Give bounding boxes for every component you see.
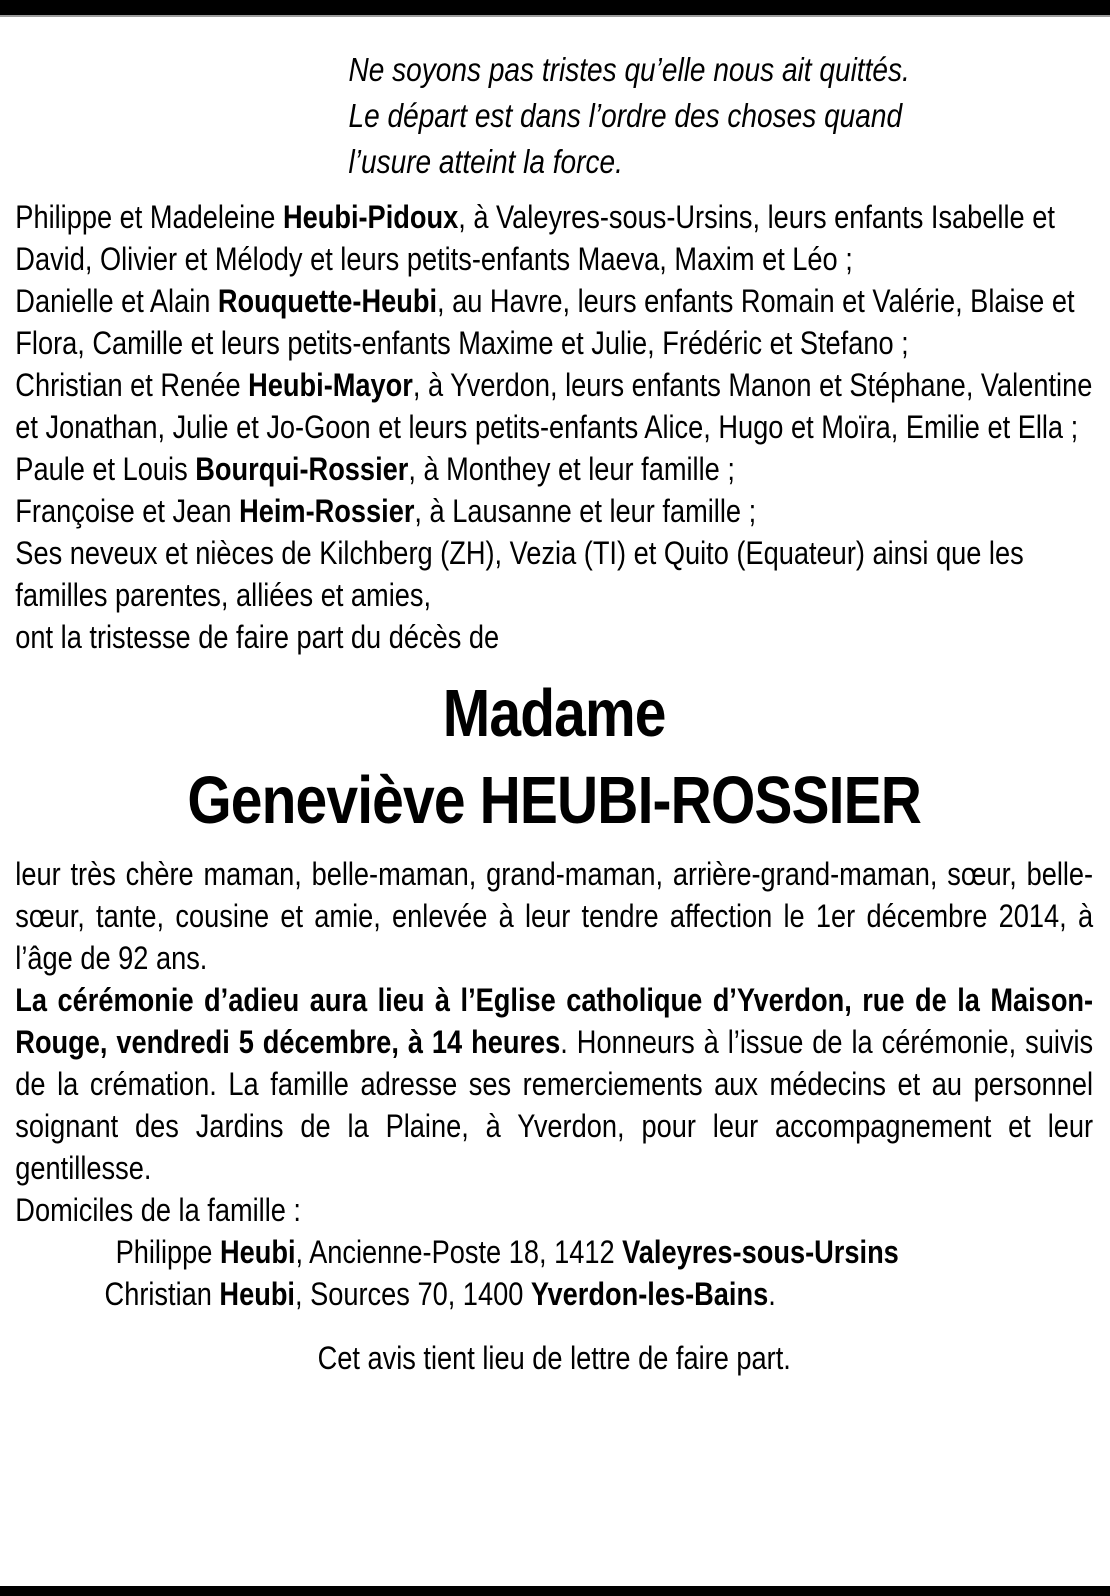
- family-entry-bourqui-rossier: Paule et Louis Bourqui-Rossier, à Monthey et leur famille ;: [15, 451, 735, 487]
- family-entry-heim-rossier: Françoise et Jean Heim-Rossier, à Lausanne et leur famille ;: [15, 493, 757, 529]
- deceased-name: Geneviève HEUBI-ROSSIER: [187, 763, 922, 838]
- quote-line-3: l’usure atteint la force.: [348, 143, 623, 180]
- bottom-border-bar: [0, 1586, 1110, 1596]
- family-entry-relatives: Ses neveux et nièces de Kilchberg (ZH), Vezia (TI) et Quito (Equateur) ainsi que les familles parentes, alliées et amies,: [15, 535, 1024, 613]
- family-list: [15, 196, 1093, 616]
- top-divider-line: [0, 15, 1110, 17]
- deceased-title-block: [15, 670, 1093, 844]
- deceased-honorific: Madame: [442, 676, 666, 751]
- family-entry-heubi-mayor: Christian et Renée Heubi-Mayor, à Yverdon, leurs enfants Manon et Stéphane, Valentine et Jonathan, Julie et Jo-Goon et leurs petits-enfants Alice, Hugo et Moïra, Emilie et Ella ;: [15, 367, 1093, 445]
- top-border-bar: [0, 0, 1110, 15]
- address-line-philippe-heubi: Philippe Heubi, Ancienne-Poste 18, 1412 Valeyres-sous-Ursins: [115, 1234, 899, 1270]
- family-entry-rouquette-heubi: Danielle et Alain Rouquette-Heubi, au Havre, leurs enfants Romain et Valérie, Blaise et Flora, Camille et leurs petits-enfants Maxime et Julie, Frédéric et Stefano ;: [15, 283, 1075, 361]
- quote-line-2: Le départ est dans l’ordre des choses quand: [348, 97, 903, 134]
- family-entry-heubi-pidoux: Philippe et Madeleine Heubi-Pidoux, à Valeyres-sous-Ursins, leurs enfants Isabelle et David, Olivier et Mélody et leurs petits-enfants Maeva, Maxim et Léo ;: [15, 199, 1055, 277]
- address-line-christian-heubi: Christian Heubi, Sources 70, 1400 Yverdon-les-Bains.: [104, 1276, 776, 1312]
- announcement-line: ont la tristesse de faire part du décès de: [15, 619, 500, 655]
- tribute-paragraph: leur très chère maman, belle-maman, grand-maman, arrière-grand-maman, sœur, belle-sœur, tante, cousine et amie, enlevée à leur tendre affection le 1er décembre 2014, à l’âge de 92 ans.: [15, 856, 1094, 976]
- epigraph-quote: [349, 47, 1094, 185]
- quote-line-1: Ne soyons pas tristes qu’elle nous ait quittés.: [348, 51, 910, 88]
- domiciles-label: Domiciles de la famille :: [15, 1192, 301, 1228]
- closing-note: Cet avis tient lieu de lettre de faire part.: [317, 1340, 791, 1376]
- obituary-content: [0, 47, 1110, 1379]
- ceremony-paragraph: La cérémonie d’adieu aura lieu à l’Eglise catholique d’Yverdon, rue de la Maison-Rouge, vendredi 5 décembre, à 14 heures. Honneurs à l’issue de la cérémonie, suivis de la crémation. La famille adresse ses remerciements aux médecins et au personnel soignant des Jardins de la Plaine, à Yverdon, pour leur accompagnement et leur gentillesse.: [15, 982, 1094, 1186]
